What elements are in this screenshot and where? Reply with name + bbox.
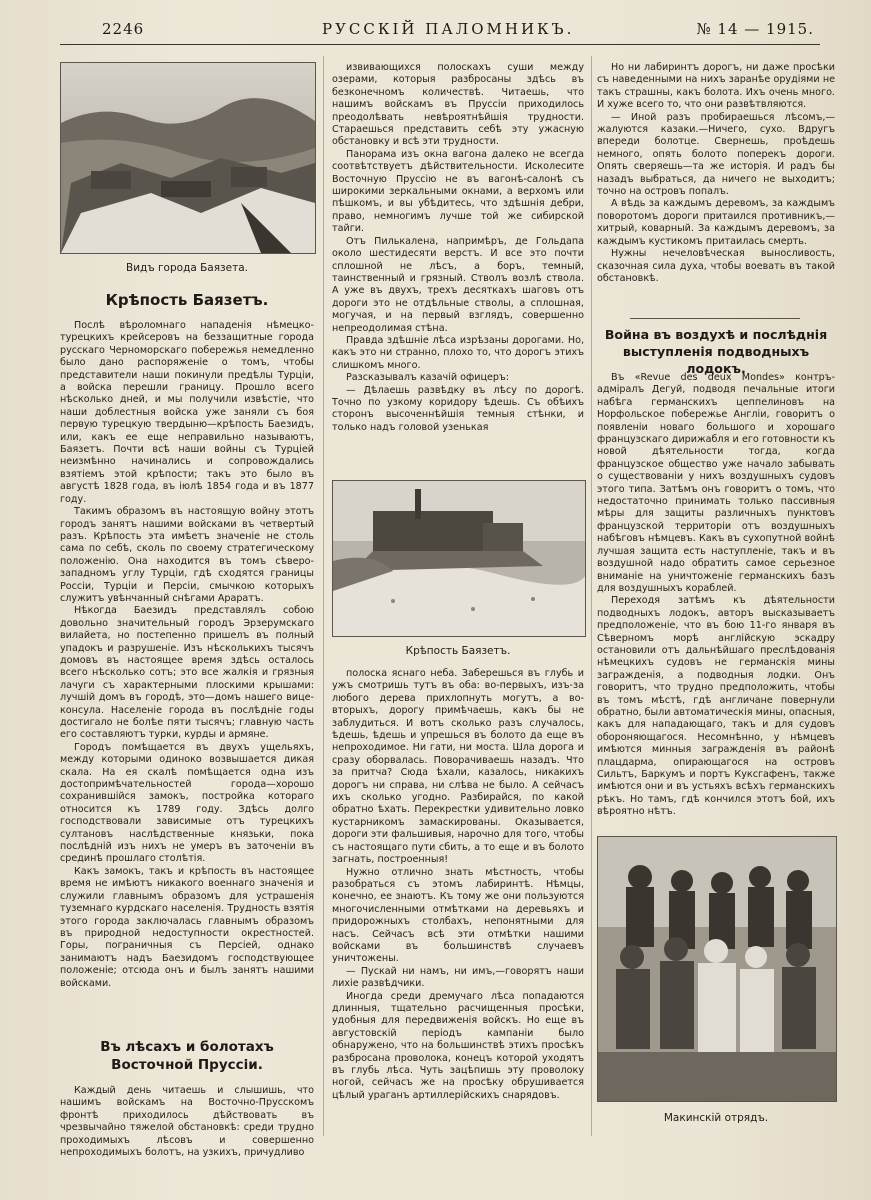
paragraph: Нѣкогда Баезидъ представлялъ собою довольно значительный городъ Эрзерумскаго вилайета, но постепенно пришелъ въ полный упадокъ и разрушеніе. Изъ нѣсколькихъ тысячъ домовъ въ настоящее время здѣсь осталось всего нѣсколько сотъ; это все жалкія и грязныя лачуги съ характерными плоскими крышами: лучшій домъ въ городѣ, это—домъ нашего вице-консула. Населеніе города въ послѣдніе годы достигало не болѣе пяти тысячъ; главную часть его составляютъ турки, курды и армяне.: [60, 605, 314, 741]
issue-number: № 14 — 1915.: [696, 20, 814, 38]
paragraph: Но ни лабиринтъ дорогъ, ни даже просѣки съ наведенными на нихъ заранѣе орудіями не такъ страшны, какъ болота. Ихъ очень много. И хуже всего то, что они развѣтвляются.: [597, 62, 835, 111]
article-body-prussia-part1: [60, 1085, 314, 1160]
photo-bayazet-fortress-image: [333, 481, 585, 636]
paragraph: Разсказывалъ казачій офицеръ:: [346, 372, 509, 384]
article-body-air-war: [597, 372, 835, 820]
journal-title: РУССКІЙ ПАЛОМНИКЪ.: [322, 20, 575, 38]
column-rule: [591, 56, 592, 1136]
paragraph: Иногда среди дремучаго лѣса попадаются длинныя, тщательно расчищенныя просѣки, удобныя для передвиженія войскъ. Но еще въ августовскій періодъ кампаніи было обнаружено, что на большинствѣ этихъ просѣкъ разбросана проволока, конецъ которой уходятъ въ глубь лѣса. Чуть зацѣпишь эту проволоку ногой, сейчасъ же на просѣку обрушивается цѣлый ураганъ артиллерійскихъ снарядовъ.: [332, 990, 584, 1101]
photo-makinsky-detachment: [597, 836, 837, 1102]
separator-line: [630, 318, 800, 319]
paragraph: Каждый день читаешь и слышишь, что нашимъ войскамъ на Восточно-Прусскомъ фронтѣ приходилось дѣйствовать въ чрезвычайно тяжелой обстановкѣ: среди трудно проходимыхъ лѣсовъ и совершенно непроходимыхъ болотъ, на узкихъ, причудливо: [60, 1085, 314, 1159]
paragraph: Панорама изъ окна вагона далеко не всегда соотвѣтствуетъ дѣйствительности. Исколесите Восточную Пруссію не въ вагонѣ-салонѣ съ широкими зеркальными окнами, а верхомъ или пѣшкомъ, и вы убѣдитесь, что здѣшнія дебри, право, немногимъ лучше той же сибирской тайги.: [332, 148, 584, 235]
paragraph: Переходя затѣмъ къ дѣятельности подводныхъ лодокъ, авторъ высказываетъ предположеніе, что въ бою 11-го января въ Сѣверномъ морѣ англійскую эскадру остановили отъ дальнѣйшаго преслѣдованія нѣмецкихъ судовъ не германскія мины загражденія, а подводныя лодки. Онъ говоритъ, что трудно предположить, чтобы въ томъ мѣстѣ, гдѣ англичане повернули обратно, были автоматическія мины, опасныя, какъ для нападающаго, такъ и для судовъ обороняющагося. Несомнѣнно, у нѣмцевъ имѣются минныя загражденія въ районѣ плацдарма, опирающагося на островъ Сильтъ, Баркумъ и портъ Куксгафенъ, также имѣются они и въ устьяхъ всѣхъ германскихъ рѣкъ. Но тамъ, гдѣ кончился этотъ бой, ихъ вѣроятно нѣтъ.: [597, 595, 835, 818]
paragraph: Нужно отлично знать мѣстность, чтобы разобраться съ этомъ лабиринтѣ. Нѣмцы, конечно, ее знаютъ. Къ тому же они пользуются многочисленными отмѣтками на деревьяхъ и придорожныхъ столбахъ, непонятными для насъ. Сейчасъ всѣ эти отмѣтки нашими войсками въ большинствѣ случаевъ уничтожены.: [332, 866, 584, 965]
paragraph: — Дѣлаешь развѣдку въ лѣсу по дорогѣ. Точно по узкому коридору ѣдешь. Съ обѣихъ сторонъ высоченнѣйшія темныя стѣнки, и только надъ головой узенькая: [332, 384, 584, 433]
article-body-prussia-part3: [332, 668, 584, 1160]
paragraph: Какъ замокъ, такъ и крѣпость въ настоящее время не имѣютъ никакого военнаго значенія и служили главнымъ образомъ для устрашенія туземнаго курдскаго населенія. Трудность взятія этого города заключалась главнымъ образомъ въ природной недоступности окрестностей. Горы, пограничныя съ Персіей, однако занимаютъ надъ Баезидомъ господствующее положеніе; отсюда онъ и былъ занятъ нашими войсками.: [60, 865, 314, 989]
paragraph: Городъ помѣщается въ двухъ ущельяхъ, между которыми одиноко возвышается дикая скала. На ея скалѣ помѣщается одна изъ достопримѣчательностей города—хорошо сохранившійся замокъ, постройка котораго относится къ 1789 году. Здѣсь долго господствовали зависимые отъ турецкихъ султановъ наслѣдственные князьки, пока послѣдній изъ нихъ не умеръ въ заточеніи въ срединѣ прошлаго столѣтія.: [60, 741, 314, 865]
photo-bayazet-view-image: [61, 63, 315, 253]
photo-makinsky-image: [598, 837, 836, 1101]
page-header: [60, 16, 820, 45]
paragraph: А вѣдь за каждымъ деревомъ, за каждымъ поворотомъ дороги притаился противникъ,—хитрый, коварный. За каждымъ деревомъ, за каждымъ кустикомъ притаилась смерть.: [597, 198, 835, 247]
paragraph: Правда здѣшніе лѣса изрѣзаны дорогами. Но, какъ это ни странно, плохо то, что дорогъ этихъ слишкомъ много.: [332, 334, 584, 371]
photo-caption: Крѣпость Баязетъ.: [405, 645, 511, 657]
photo-bayazet-view: [60, 62, 316, 254]
photo-bayazet-fortress: [332, 480, 586, 637]
photo-caption: Видъ города Баязета.: [126, 262, 248, 274]
paragraph: Отъ Пилькалена, напримѣръ, де Гольдапа около шестидесяти верстъ. И все это почти сплошной не лѣсъ, а боръ, темный, таинственный и грязный. Стволъ возлѣ ствола. А уже въ двухъ, трехъ десяткахъ шаговъ отъ дороги это не отдѣльные стволы, а сплошная, могучая, и на первый взглядъ, совершенно непреодолимая стѣна.: [332, 235, 584, 334]
paragraph: извивающихся полоскахъ суши между озерами, которыя разбросаны здѣсь въ безконечномъ количествѣ. Читаешь, что нашимъ войскамъ въ Пруссіи приходилось преодолѣвать невѣроятнѣйшія трудности. Стараешься представить себѣ эту ужасную обстановку и всѣ эти трудности.: [332, 62, 584, 148]
paragraph: — Иной разъ пробираешься лѣсомъ,—жалуются казаки.—Ничего, сухо. Вдругъ впереди болотце. Свернешь, проѣдешь немного, опять болото поперекъ дороги. Опять сверяешь—та же исторія. И радъ бы назадъ выбраться, да ничего не выходитъ; точно на островъ попалъ.: [597, 111, 835, 198]
article-title-prussia: Въ лѣсахъ и болотахъ Восточной Пруссіи.: [100, 1039, 274, 1074]
article-title-bayazet: Крѣпость Баязетъ.: [105, 291, 269, 309]
article-body-bayazet: [60, 320, 314, 1032]
paragraph: Нужны нечеловѣческая выносливость, сказочная сила духа, чтобы воевать въ такой обстановкѣ.: [597, 248, 835, 284]
paragraph: полоска яснаго неба. Заберешься въ глубь и ужъ смотришь тутъ въ оба: во-первыхъ, изъ-за любого дерева прихлопнуть могутъ, а во-вторыхъ, дорогу примѣчаешь, какъ бы не заблудиться. И вотъ сколько разъ случалось, ѣдешь, ѣдешь и упрешься въ болото да еще въ непроходимое. Ни гати, ни моста. Шла дорога и сразу оборвалась. Поворачиваешь назадъ. Что за притча? Сюда ѣхали, казалось, никакихъ дорогъ ни справа, ни слѣва не было. А сейчасъ ихъ сколько угодно. Разбирайся, по какой обратно ѣхать. Перекрестки удивительно ловко кустарникомъ замаскированы. Оказывается, дороги эти фальшивыя, нарочно для того, чтобы съ настоящаго пути сбить, а то еще и въ болото загнать, построенныя!: [332, 668, 584, 866]
photo-caption: Макинскій отрядъ.: [663, 1112, 769, 1124]
page-number: 2246: [102, 20, 145, 38]
article-title-air-war: Война въ воздухѣ и послѣднія выступленія подводныхъ лодокъ.: [604, 327, 828, 376]
article-body-prussia-part4: [597, 62, 835, 314]
paragraph: Послѣ вѣроломнаго нападенія нѣмецко-турецкихъ крейсеровъ на беззащитные города русскаго Черноморскаго побережья немедленно было дано распоряженіе о томъ, чтобы представители наши покинули предѣлы Турціи, а войска перешли границу. Прошло всего нѣсколько дней, и мы получили извѣстіе, что наши доблестныя войска уже заняли съ боя первую турецкую твердыню—крѣпость Баезидъ, или, какъ ее еще неправильно называютъ, Баязетъ. Почти всѣ наши войны съ Турціей неизмѣнно начинались и сопровождались взятіемъ этой крѣпости; такъ это было въ августѣ 1828 года, въ іюлѣ 1854 года и въ 1877 году.: [60, 320, 314, 505]
paragraph: — Пускай ни намъ, ни имъ,—говорятъ наши лихіе развѣдчики.: [332, 965, 584, 990]
article-body-prussia-part2: [332, 62, 584, 480]
column-rule: [323, 56, 324, 1136]
paragraph: Въ «Revue des deux Mondes» контръ-адміралъ Дегуй, подводя печальные итоги набѣга германскихъ цеппелиновъ на Норфольское побережье Англіи, говоритъ о появленіи новаго большого и хорошаго французскаго дирижабля и его готовности къ новой дѣятельности тогда, когда французское общество уже начало забывать о существованіи у нихъ воздушныхъ судовъ этого типа. Затѣмъ онъ говоритъ о томъ, что недостаточно принимать только пассивныя мѣры для защиты различныхъ пунктовъ французской территоріи отъ воздушныхъ набѣговъ нѣмцевъ. Какъ въ сухопутной войнѣ лучшая защита есть наступленіе, такъ и въ воздушной надо обратить самое серьезное вниманіе на уничтоженіе германскихъ базъ для воздушныхъ кораблей.: [597, 372, 835, 594]
paragraph: Такимъ образомъ въ настоящую войну этотъ городъ занятъ нашими войсками въ четвертый разъ. Крѣпость эта имѣетъ значеніе не столь сама по себѣ, сколь по своему стратегическому положенію. Она находится въ томъ сѣверо-западномъ углу Турціи, гдѣ сходятся границы Россіи, Турціи и Персіи, смычкою которыхъ служитъ увѣнчанный снѣгами Араратъ.: [60, 506, 314, 604]
